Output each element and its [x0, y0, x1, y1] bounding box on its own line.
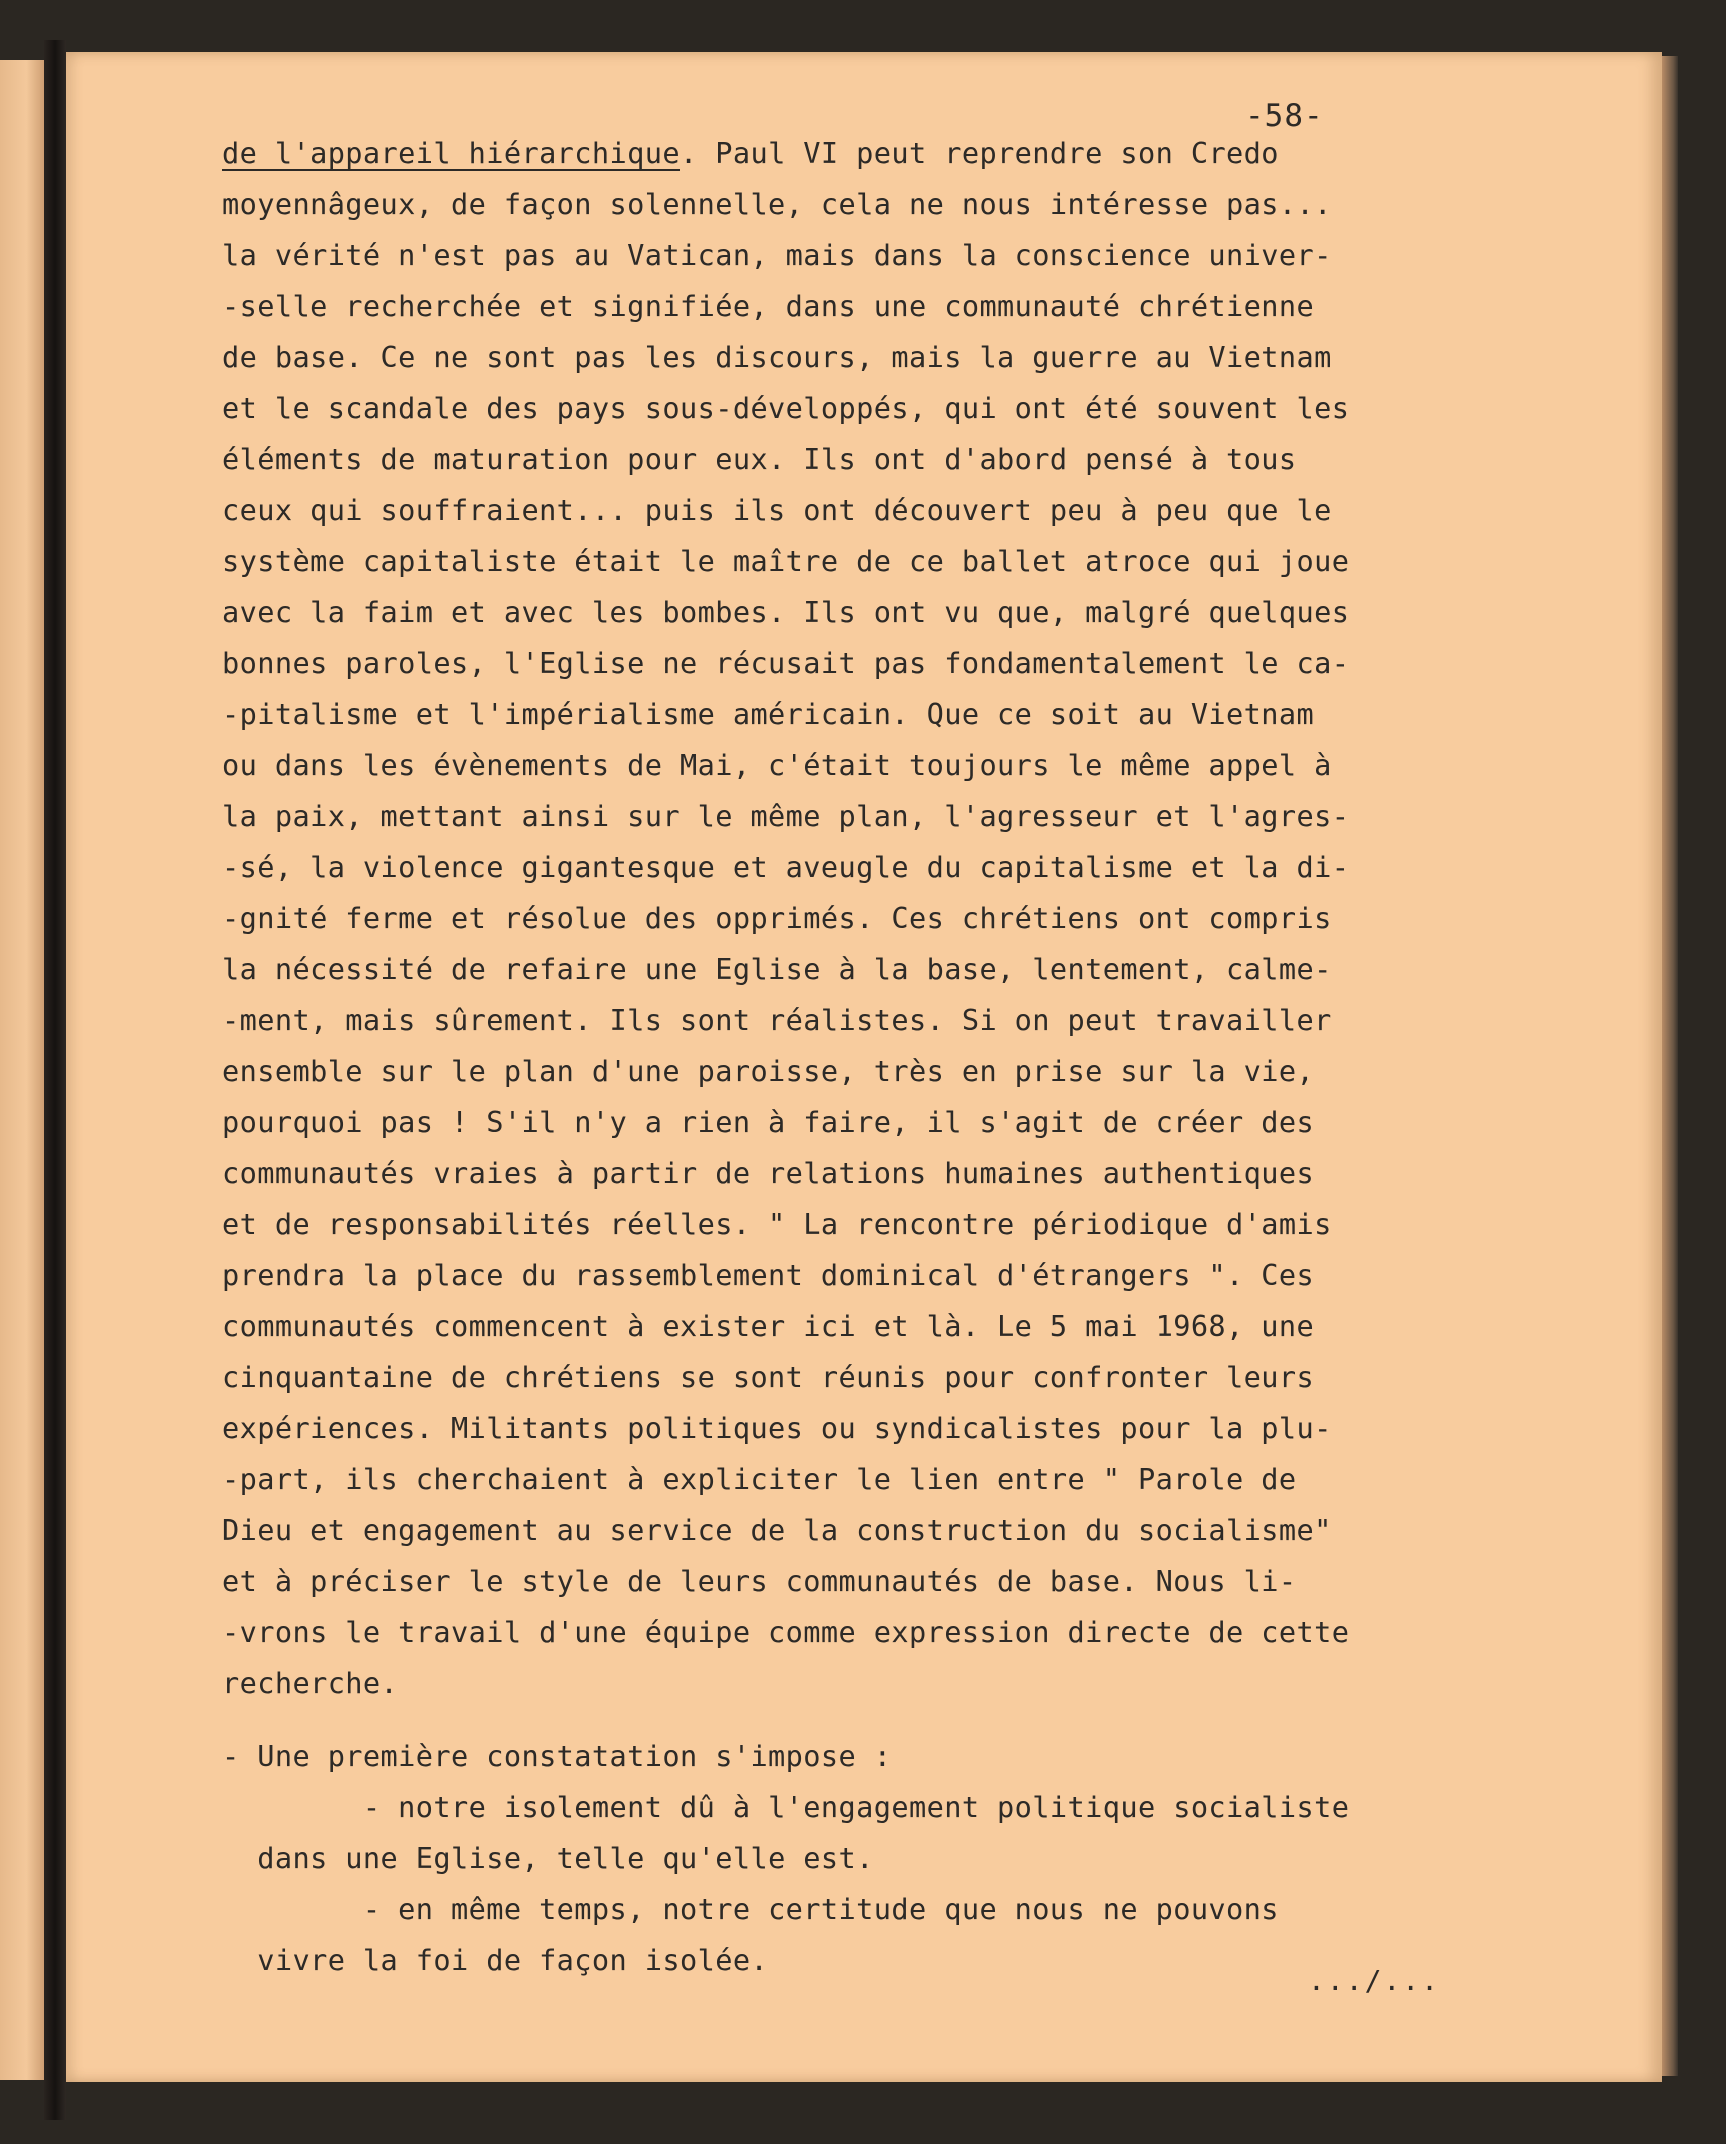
text-line: expériences. Militants politiques ou syndicalistes pour la plu- [222, 1411, 1332, 1445]
text-line: la vérité n'est pas au Vatican, mais dans la conscience univer- [222, 238, 1332, 272]
page-number: -58- [1245, 98, 1324, 134]
continuation-marker: .../... [1308, 1964, 1441, 1997]
text-line: et à préciser le style de leurs communautés de base. Nous li- [222, 1564, 1297, 1598]
indent [222, 1943, 257, 1977]
text-line: la paix, mettant ainsi sur le même plan, l'agresseur et l'agres- [222, 799, 1350, 833]
first-line-rest: . Paul VI peut reprendre son Credo [680, 136, 1279, 170]
text-line: -selle recherchée et signifiée, dans une communauté chrétienne [222, 289, 1315, 323]
facing-page-edge [0, 60, 44, 2080]
text-line: ensemble sur le plan d'une paroisse, très en prise sur la vie, [222, 1054, 1315, 1088]
text-line: système capitaliste était le maître de ce ballet atroce qui joue [222, 544, 1350, 578]
list-item-first-line [222, 1884, 1562, 1935]
text-line: -ment, mais sûrement. Ils sont réalistes. Si on peut travailler [222, 1003, 1332, 1037]
list-item-first-line [222, 1782, 1562, 1833]
text-line: bonnes paroles, l'Eglise ne récusait pas fondamentalement le ca- [222, 646, 1350, 680]
text-line: éléments de maturation pour eux. Ils ont d'abord pensé à tous [222, 442, 1297, 476]
text-line: ceux qui souffraient... puis ils ont découvert peu à peu que le [222, 493, 1332, 527]
list-intro: - Une première constatation s'impose : [222, 1739, 892, 1773]
text-line: communautés vraies à partir de relations humaines authentiques [222, 1156, 1315, 1190]
list-item-text: - en même temps, notre certitude que nous ne pouvons [362, 1892, 1279, 1926]
text-line: pourquoi pas ! S'il n'y a rien à faire, il s'agit de créer des [222, 1105, 1315, 1139]
page-stack-edge [1662, 56, 1678, 2076]
list-item-text: - notre isolement dû à l'engagement politique socialiste [362, 1790, 1350, 1824]
list-item-text: dans une Eglise, telle qu'elle est. [257, 1841, 874, 1875]
indent [222, 1790, 363, 1824]
underlined-phrase: de l'appareil hiérarchique [222, 136, 680, 170]
indent [222, 1841, 257, 1875]
list-item-text: vivre la foi de façon isolée. [257, 1943, 769, 1977]
text-line [222, 128, 1562, 179]
text-line: -gnité ferme et résolue des opprimés. Ces chrétiens ont compris [222, 901, 1332, 935]
text-line: de base. Ce ne sont pas les discours, mais la guerre au Vietnam [222, 340, 1332, 374]
text-line: Dieu et engagement au service de la construction du socialisme" [222, 1513, 1332, 1547]
text-line: communautés commencent à exister ici et là. Le 5 mai 1968, une [222, 1309, 1315, 1343]
text-line: avec la faim et avec les bombes. Ils ont vu que, malgré quelques [222, 595, 1350, 629]
text-line: et de responsabilités réelles. " La rencontre périodique d'amis [222, 1207, 1332, 1241]
text-line: prendra la place du rassemblement dominical d'étrangers ". Ces [222, 1258, 1315, 1292]
text-line: -vrons le travail d'une équipe comme expression directe de cette [222, 1615, 1350, 1649]
indent [222, 1892, 363, 1926]
text-line: ou dans les évènements de Mai, c'était toujours le même appel à [222, 748, 1332, 782]
text-line: la nécessité de refaire une Eglise à la base, lentement, calme- [222, 952, 1332, 986]
book-binding-gutter [44, 40, 66, 2120]
text-line: et le scandale des pays sous-développés, qui ont été souvent les [222, 391, 1350, 425]
list-item-second-line [222, 1833, 1562, 1884]
text-line: cinquantaine de chrétiens se sont réunis pour confronter leurs [222, 1360, 1315, 1394]
paragraph-gap [222, 1709, 1562, 1731]
text-line: moyennâgeux, de façon solennelle, cela ne nous intéresse pas... [222, 187, 1332, 221]
text-line: -pitalisme et l'impérialisme américain. Que ce soit au Vietnam [222, 697, 1315, 731]
text-line: recherche. [222, 1666, 399, 1700]
text-line: -sé, la violence gigantesque et aveugle du capitalisme et la di- [222, 850, 1350, 884]
body-text [222, 128, 1562, 1986]
text-line: -part, ils cherchaient à expliciter le lien entre " Parole de [222, 1462, 1297, 1496]
